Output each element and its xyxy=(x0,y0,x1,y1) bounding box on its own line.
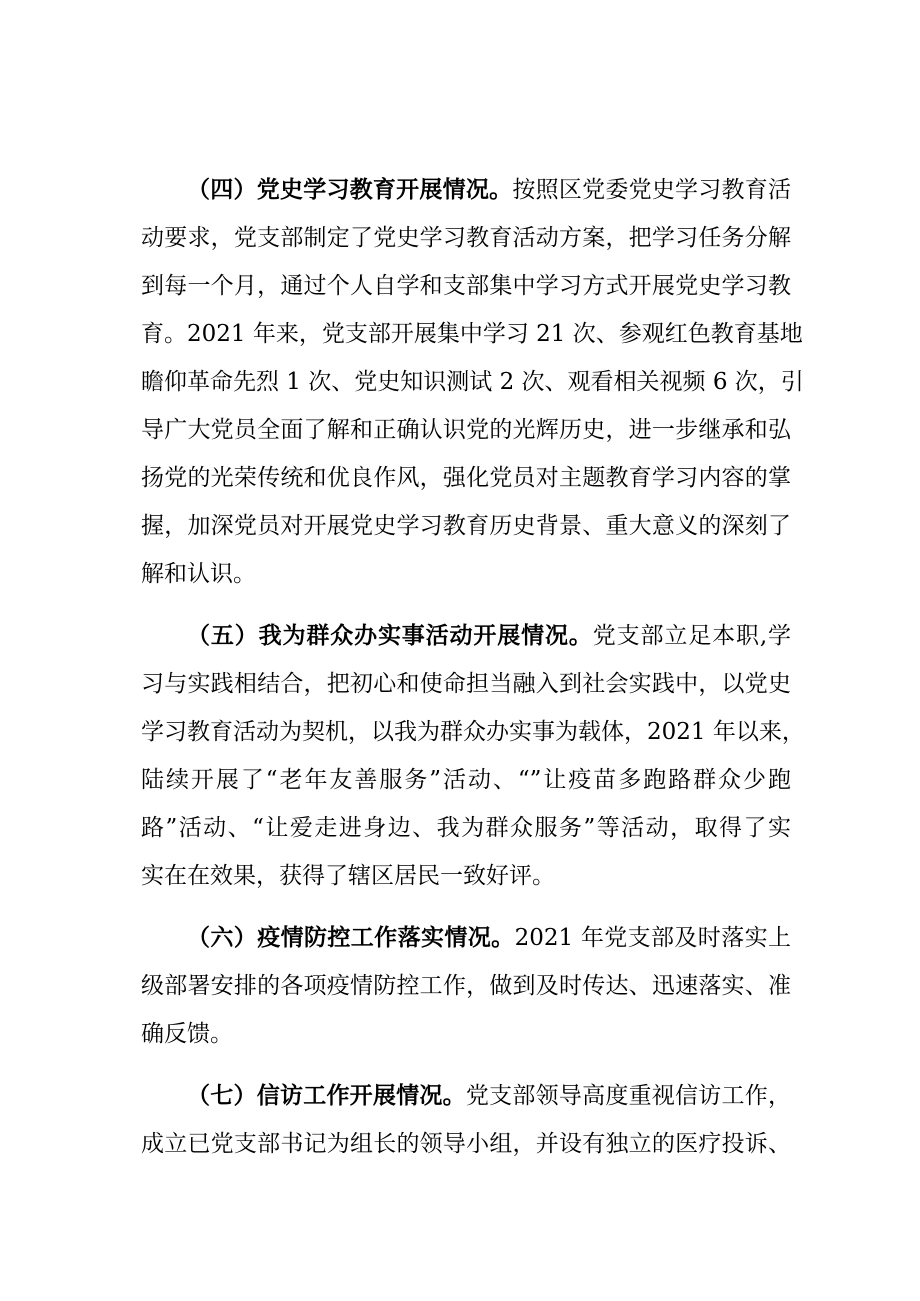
paragraph-heading: （五）我为群众办实事活动开展情况。 xyxy=(187,623,593,649)
text-line: 育。2021 年来，党支部开展集中学习 21 次、参观红色教育基地 xyxy=(141,321,803,347)
text-line: 扬党的光荣传统和优良作风，强化党员对主题教育学习内容的掌 xyxy=(141,465,791,491)
text-line xyxy=(141,918,791,966)
text-line: 习与实践相结合，把初心和使命担当融入到社会实践中，以党史 xyxy=(141,671,791,697)
paragraph-petition-work xyxy=(141,1076,791,1172)
text-line: 握，加深党员对开展党史学习教育历史背景、重大意义的深刻了 xyxy=(141,513,791,539)
text-line: 成立已党支部书记为组长的领导小组，并设有独立的医疗投诉、 xyxy=(141,1131,791,1157)
paragraph-party-history-education xyxy=(141,170,804,602)
paragraph-heading: （七）信访工作开展情况。 xyxy=(187,1083,466,1109)
text-line: 动要求，党支部制定了党史学习教育活动方案，把学习任务分解 xyxy=(141,225,791,251)
document-body xyxy=(141,170,805,1186)
text-line: 确反馈。 xyxy=(141,1021,233,1047)
paragraph-epidemic-control xyxy=(141,918,791,1062)
text-line: 导广大党员全面了解和正确认识党的光辉历史，进一步继承和弘 xyxy=(141,417,791,443)
paragraph-heading: （四）党史学习教育开展情况。 xyxy=(187,177,513,203)
text-line: 陆续开展了“老年友善服务”活动、“”让疫苗多跑路群众少跑 xyxy=(141,767,791,793)
text-line: 瞻仰革命先烈 1 次、党史知识测试 2 次、观看相关视频 6 次，引 xyxy=(141,369,804,395)
text-line xyxy=(141,616,791,664)
paragraph-practical-service xyxy=(141,616,805,904)
text-line: 路”活动、“让爱走进身边、我为群众服务”等活动，取得了实 xyxy=(141,815,791,841)
text-line xyxy=(141,170,791,218)
text-line: 级部署安排的各项疫情防控工作，做到及时传达、迅速落实、准 xyxy=(141,973,791,999)
text-line xyxy=(141,1076,791,1124)
paragraph-text: 党支部立足本职,学 xyxy=(592,623,792,649)
paragraph-text: 党支部领导高度重视信访工作， xyxy=(465,1083,792,1109)
text-line: 解和认识。 xyxy=(141,561,256,587)
paragraph-heading: （六）疫情防控工作落实情况。 xyxy=(187,925,515,951)
paragraph-text: 按照区党委党史学习教育活 xyxy=(512,177,792,203)
text-line: 实在在效果，获得了辖区居民一致好评。 xyxy=(141,863,555,889)
paragraph-text: 2021 年党支部及时落实上 xyxy=(514,925,791,951)
text-line: 到每一个月，通过个人自学和支部集中学习方式开展党史学习教 xyxy=(141,273,791,299)
text-line: 学习教育活动为契机，以我为群众办实事为载体，2021 年以来， xyxy=(141,719,805,745)
